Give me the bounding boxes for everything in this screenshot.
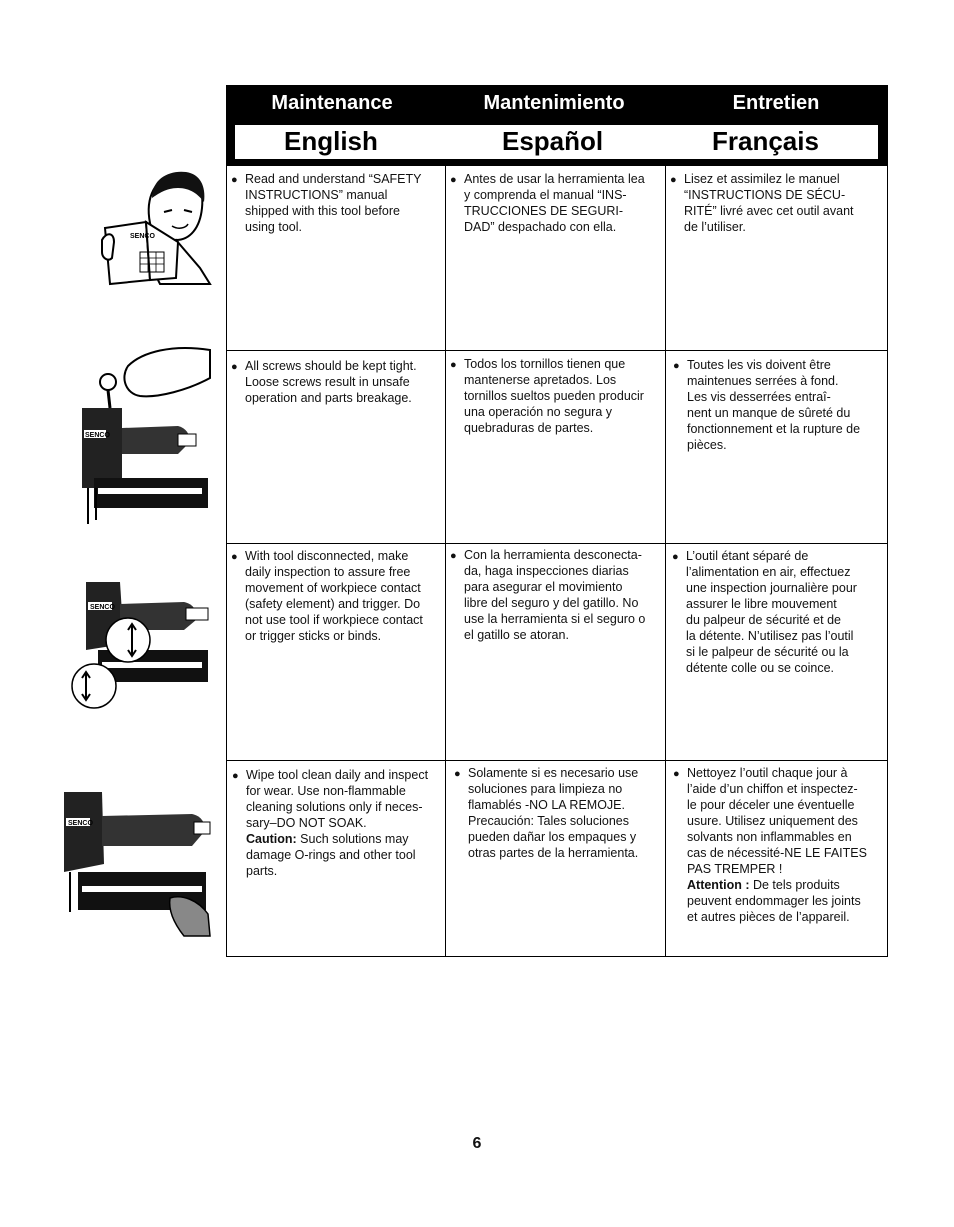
bullet-icon: ● bbox=[231, 174, 238, 186]
bullet-icon: ● bbox=[672, 551, 679, 563]
bullet-icon: ● bbox=[450, 359, 457, 371]
reading-man-icon bbox=[100, 168, 212, 286]
bullet-icon: ● bbox=[670, 174, 677, 186]
bullet-icon: ● bbox=[232, 770, 239, 782]
bullet-icon: ● bbox=[454, 768, 461, 780]
svg-text:SENCO: SENCO bbox=[85, 432, 110, 439]
row-divider bbox=[227, 760, 887, 761]
wipe-clean-icon bbox=[58, 790, 214, 940]
svg-text:SENCO: SENCO bbox=[90, 604, 115, 611]
row-divider bbox=[227, 350, 887, 351]
bullet-icon: ● bbox=[673, 768, 680, 780]
section-title-fr: Entretien bbox=[732, 92, 820, 114]
row-divider bbox=[227, 543, 887, 544]
bullet-icon: ● bbox=[450, 550, 457, 562]
section-title-es: Mantenimiento bbox=[483, 92, 625, 114]
language-english: English bbox=[284, 126, 378, 156]
column-divider bbox=[665, 166, 666, 956]
language-spanish: Español bbox=[502, 126, 604, 156]
trigger-inspect-icon bbox=[70, 578, 212, 712]
section-title-en: Maintenance bbox=[271, 92, 393, 114]
language-bar bbox=[235, 125, 878, 159]
column-divider bbox=[445, 166, 446, 956]
page-number: 6 bbox=[472, 1135, 482, 1152]
language-french: Français bbox=[712, 126, 819, 156]
svg-text:SENCO: SENCO bbox=[68, 820, 93, 827]
bullet-icon: ● bbox=[673, 360, 680, 372]
screwdriver-tighten-icon bbox=[78, 338, 212, 528]
maintenance-table: ● Read and understand “SAFETY INSTRUCTIONS” manual shipped with this tool before using tool. ● Antes de usar la herramienta lea y comprenda el manual “INS- TRUCCIONES DE SEGURI- DAD” despachado con ella. ● Lisez et assimilez le manuel “INSTRUCTIONS DE SÉCU- RITÉ” livré avec cet outil avant de l’utiliser. ● All screws should be kept tight. Loose screws result in unsafe operation and parts breakage. ● Todos los tornillos tienen que mantenerse apretados. Los tornillos sueltos pueden producir una operación no segura y quebraduras de partes. ● Toutes les vis doivent être maintenues serrées à fond. Les vis desserrées entraî- nent un manque de sûreté du fonctionnement et la rupture de pièces. ● With tool disconnected, make daily inspection to assure free movement of workpiece contact (safety element) and trigger. Do not use tool if workpiece contact or trigger sticks or binds. ● Con la herramienta desconecta- da, haga inspecciones diarias para asegurar el movimiento libre del seguro y del gatillo. No use la herramienta si el seguro o el gatillo se atoran. ● L’outil étant séparé de l’alimentation en air, effectuez une inspection journalière pour assurer le libre mouvement du palpeur de sécurité et de la détente. N’utilisez pas l’outil si le palpeur de sécurité ou la détente colle ou se coince. ● Wipe tool clean daily and inspect for wear. Use non-flammable cleaning solutions only if neces- sary–DO NOT SOAK. Caution: Such solutions may damage O-rings and other tool parts. ● Solamente si es necesario use soluciones para limpieza no flamablés -NO LA REMOJE. Precaución: Tales soluciones pueden dañar los empaques y otras partes de la herramienta. ● Nettoyez l’outil chaque jour à l’aide d’un chiffon et inspectez- le pour déceler une éventuelle usure. Utilisez uniquement des solvants non inflammables en cas de nécessité-NE LE FAITES PAS TREMPER ! Attention : De tels produits peuvent endommager les joints et autres pièces de l’appareil. bbox=[226, 166, 888, 957]
bullet-icon: ● bbox=[231, 551, 238, 563]
svg-text:SENCO: SENCO bbox=[130, 233, 155, 240]
table-header bbox=[226, 85, 888, 166]
bullet-icon: ● bbox=[450, 174, 457, 186]
bullet-icon: ● bbox=[231, 361, 238, 373]
